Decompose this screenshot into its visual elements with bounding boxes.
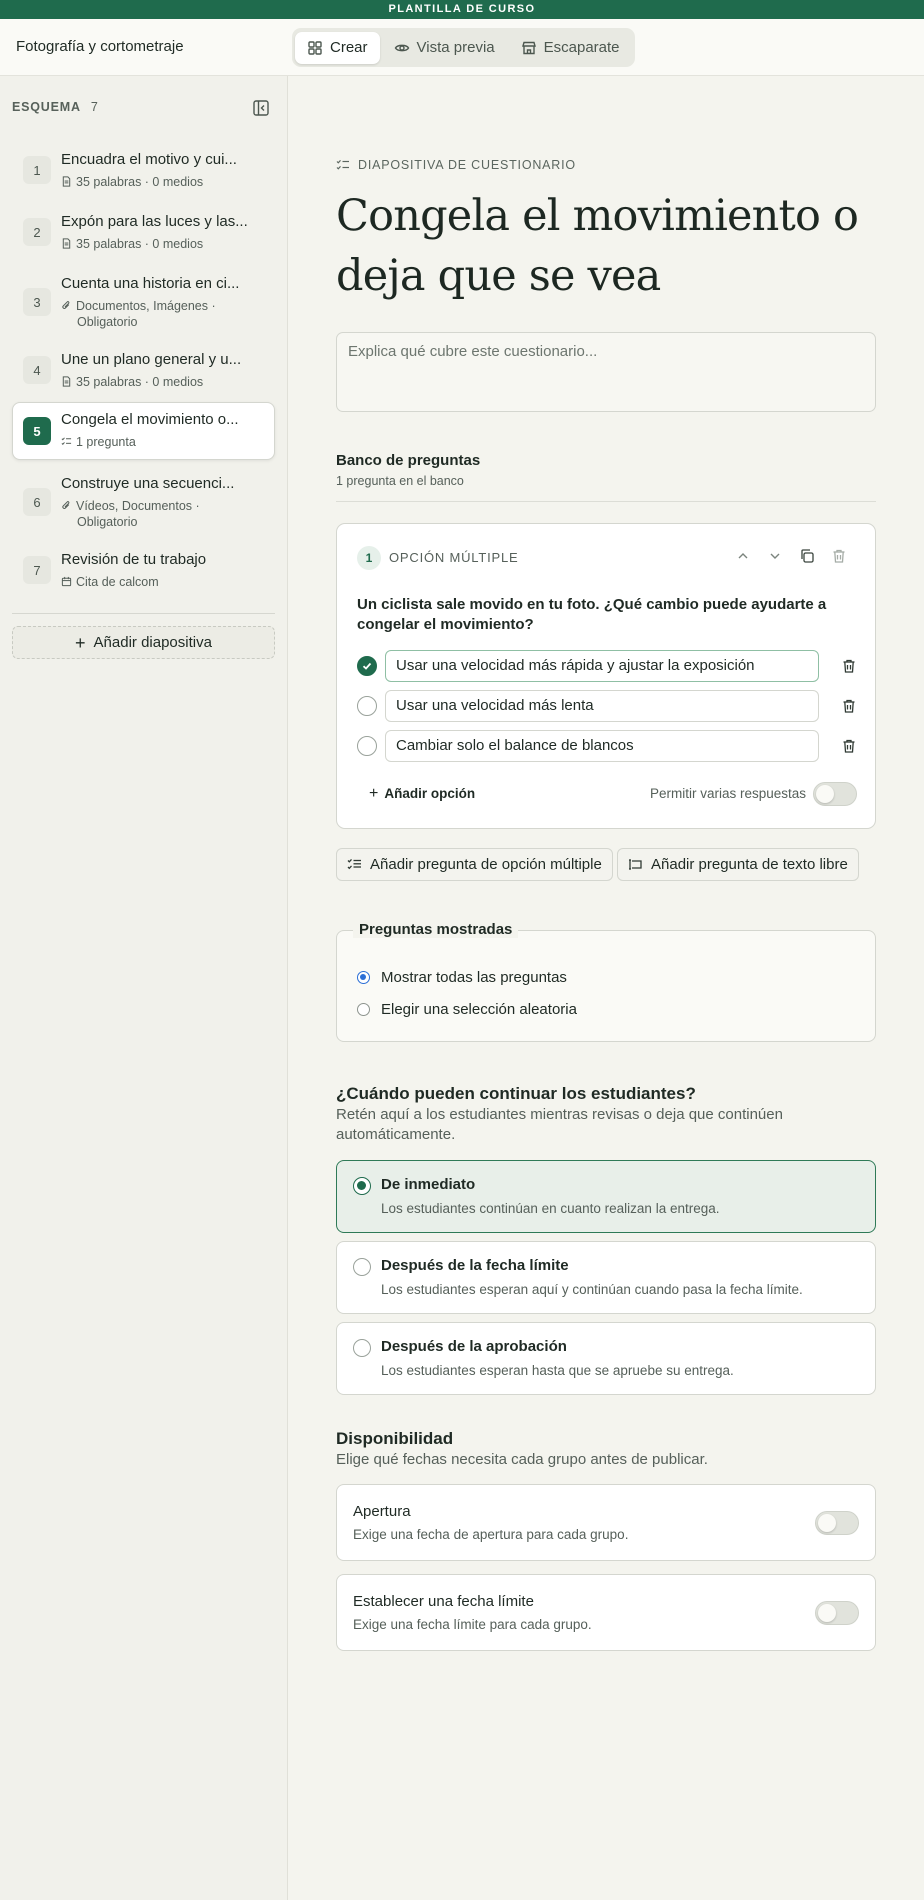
- radio-button[interactable]: [353, 1258, 371, 1276]
- slide-number: 7: [23, 556, 51, 584]
- availability-item-title: Apertura: [353, 1503, 411, 1520]
- slide-number: 4: [23, 356, 51, 384]
- correct-answer-marker[interactable]: [357, 736, 377, 756]
- add-free-text-label: Añadir pregunta de texto libre: [651, 856, 848, 873]
- option-title: Después de la fecha límite: [381, 1257, 569, 1274]
- paperclip-icon: [61, 500, 72, 511]
- answer-option-input[interactable]: Cambiar solo el balance de blancos: [385, 730, 819, 762]
- paperclip-icon: [61, 300, 72, 311]
- radio-button[interactable]: [357, 1003, 370, 1016]
- tab-preview[interactable]: [382, 32, 507, 64]
- slide-meta-text: 35 palabras · 0 medios: [76, 375, 204, 389]
- slide-meta: [61, 574, 266, 590]
- checklist-icon: [347, 857, 362, 872]
- question-card: [336, 523, 876, 829]
- random-selection-option[interactable]: [357, 1001, 577, 1018]
- add-slide-label: Añadir diapositiva: [93, 634, 212, 651]
- document-icon: [61, 176, 72, 187]
- top-bar: [0, 19, 924, 76]
- answer-option: [357, 730, 857, 762]
- tab-preview-label: Vista previa: [416, 39, 495, 56]
- slide-meta: [61, 434, 266, 450]
- question-type-label: OPCIÓN MÚLTIPLE: [389, 550, 519, 565]
- availability-title: Disponibilidad: [336, 1429, 454, 1448]
- question-bank-count: 1 pregunta en el banco: [336, 474, 464, 488]
- radio-button[interactable]: [353, 1339, 371, 1357]
- option-description: Los estudiantes esperan hasta que se apruebe su entrega.: [381, 1363, 734, 1378]
- option-description: Los estudiantes esperan aquí y continúan cuando pasa la fecha límite.: [381, 1282, 803, 1297]
- course-title: Fotografía y cortometraje: [16, 38, 184, 55]
- checklist-icon: [61, 436, 72, 447]
- slide-meta-required: Obligatorio: [77, 315, 138, 329]
- trash-icon[interactable]: [831, 548, 847, 564]
- tab-create-label: Crear: [330, 39, 368, 56]
- add-slide-button[interactable]: [12, 626, 275, 659]
- availability-item-description: Exige una fecha de apertura para cada grupo.: [353, 1527, 629, 1542]
- sidebar-divider: [12, 613, 275, 614]
- slide-title-heading[interactable]: [336, 186, 896, 306]
- slide-meta: [61, 298, 266, 330]
- correct-answer-marker[interactable]: [357, 656, 377, 676]
- chevron-down-icon[interactable]: [767, 548, 783, 564]
- check-icon: [362, 661, 372, 671]
- eye-icon: [394, 40, 410, 56]
- radio-button[interactable]: [357, 971, 370, 984]
- document-icon: [61, 238, 72, 249]
- slide-meta-text: Documentos, Imágenes ·: [76, 299, 216, 313]
- multiple-answers-toggle[interactable]: [813, 782, 857, 806]
- slide-title: Une un plano general y u...: [61, 351, 242, 368]
- shown-questions-legend: Preguntas mostradas: [353, 921, 518, 938]
- slide-number: 1: [23, 156, 51, 184]
- slide-number: 2: [23, 218, 51, 246]
- outline-sidebar: [0, 76, 288, 1900]
- slide-title-line-1: Congela el movimiento o: [336, 191, 859, 241]
- availability-item-title: Establecer una fecha límite: [353, 1593, 534, 1610]
- tab-storefront-label: Escaparate: [543, 39, 620, 56]
- slide-title: Encuadra el motivo y cui...: [61, 151, 237, 168]
- chevron-up-icon[interactable]: [735, 548, 751, 564]
- template-banner: PLANTILLA DE CURSO: [0, 0, 924, 19]
- shown-questions-group: [336, 921, 876, 1042]
- slide-meta-text: Vídeos, Documentos ·: [76, 499, 200, 513]
- slide-title: Congela el movimiento o...: [61, 411, 239, 428]
- availability-opening: [336, 1484, 876, 1561]
- slide-meta-text: 35 palabras · 0 medios: [76, 175, 204, 189]
- answer-option-input[interactable]: Usar una velocidad más lenta: [385, 690, 819, 722]
- tab-storefront[interactable]: [509, 32, 632, 64]
- slide-item-7[interactable]: [12, 542, 275, 598]
- slide-item-4[interactable]: [12, 342, 275, 398]
- slide-meta-text: 35 palabras · 0 medios: [76, 237, 204, 251]
- multiple-answers-label: Permitir varias respuestas: [650, 786, 807, 801]
- question-text[interactable]: Un ciclista sale movido en tu foto. ¿Qué cambio puede ayudarte a congelar el movimiento?: [357, 596, 827, 633]
- quiz-description-input[interactable]: Explica qué cubre este cuestionario...: [336, 332, 876, 412]
- duplicate-icon[interactable]: [799, 548, 815, 564]
- trash-icon[interactable]: [841, 698, 857, 714]
- slide-meta-required: Obligatorio: [77, 515, 138, 529]
- slide-type-text: DIAPOSITIVA DE CUESTIONARIO: [358, 158, 576, 172]
- checklist-icon: [336, 158, 350, 172]
- continue-section-subtitle: Retén aquí a los estudiantes mientras revisas o deja que continúen automáticamente.: [336, 1106, 783, 1143]
- opening-date-toggle[interactable]: [815, 1511, 859, 1535]
- slide-type-label: [336, 158, 576, 172]
- continue-option-immediately[interactable]: [336, 1160, 876, 1233]
- slide-item-3[interactable]: [12, 266, 275, 336]
- trash-icon[interactable]: [841, 738, 857, 754]
- show-all-questions-option[interactable]: [357, 969, 567, 986]
- question-bank-title: Banco de preguntas: [336, 452, 481, 469]
- slide-item-5[interactable]: [12, 402, 275, 460]
- add-option-label: Añadir opción: [384, 786, 476, 801]
- plus-icon: +: [369, 784, 379, 802]
- slide-number: 5: [23, 417, 51, 445]
- slide-meta: [61, 498, 266, 530]
- slide-editor: [288, 76, 924, 1900]
- option-description: Los estudiantes continúan en cuanto realizan la entrega.: [381, 1201, 720, 1216]
- add-multiple-choice-button[interactable]: [336, 848, 613, 881]
- slide-item-6[interactable]: [12, 466, 275, 536]
- availability-deadline: [336, 1574, 876, 1651]
- outline-heading: [12, 100, 98, 114]
- add-option-button[interactable]: [369, 786, 475, 801]
- slide-meta: [61, 374, 266, 390]
- text-input-icon: [628, 857, 643, 872]
- slide-meta: [61, 174, 266, 190]
- slide-meta-text: Cita de calcom: [76, 575, 159, 589]
- availability-subtitle: Elige qué fechas necesita cada grupo antes de publicar.: [336, 1451, 708, 1468]
- document-icon: [61, 376, 72, 387]
- slide-title: Construye una secuenci...: [61, 475, 235, 492]
- answer-option-input[interactable]: Usar una velocidad más rápida y ajustar la exposición: [385, 650, 819, 682]
- slide-meta: [61, 236, 266, 252]
- add-free-text-button[interactable]: [617, 848, 859, 881]
- continue-section-title: ¿Cuándo pueden continuar los estudiantes?: [336, 1084, 696, 1103]
- slide-title: Revisión de tu trabajo: [61, 551, 207, 568]
- slide-title-line-2: deja que se vea: [336, 251, 661, 301]
- answer-option: [357, 690, 857, 722]
- availability-item-description: Exige una fecha límite para cada grupo.: [353, 1617, 592, 1632]
- correct-answer-marker[interactable]: [357, 696, 377, 716]
- tab-create[interactable]: [295, 32, 380, 64]
- slide-number: 6: [23, 488, 51, 516]
- radio-button[interactable]: [353, 1177, 371, 1195]
- add-multiple-choice-label: Añadir pregunta de opción múltiple: [370, 856, 602, 873]
- mode-tabs: [292, 28, 635, 67]
- option-title: Después de la aprobación: [381, 1338, 567, 1355]
- outline-count: 7: [90, 100, 98, 114]
- slide-item-1[interactable]: [12, 142, 275, 198]
- grid-icon: [307, 40, 323, 56]
- plus-icon: +: [75, 632, 86, 653]
- continue-option-after-approval[interactable]: [336, 1322, 876, 1395]
- option-title: De inmediato: [381, 1176, 476, 1193]
- storefront-icon: [521, 40, 537, 56]
- slide-title: Cuenta una historia en ci...: [61, 275, 240, 292]
- slide-title: Expón para las luces y las...: [61, 213, 248, 230]
- question-bank-divider: [336, 501, 876, 502]
- answer-option: [357, 650, 857, 682]
- slide-item-2[interactable]: [12, 204, 275, 260]
- calendar-icon: [61, 576, 72, 587]
- slide-number: 3: [23, 288, 51, 316]
- slide-meta-text: 1 pregunta: [76, 435, 136, 449]
- deadline-toggle[interactable]: [815, 1601, 859, 1625]
- option-label: Elegir una selección aleatoria: [381, 1001, 577, 1018]
- outline-heading-label: ESQUEMA: [12, 100, 81, 114]
- continue-option-after-deadline[interactable]: [336, 1241, 876, 1314]
- collapse-sidebar-icon[interactable]: [252, 99, 270, 117]
- question-number: 1: [357, 546, 381, 570]
- trash-icon[interactable]: [841, 658, 857, 674]
- option-label: Mostrar todas las preguntas: [381, 969, 567, 986]
